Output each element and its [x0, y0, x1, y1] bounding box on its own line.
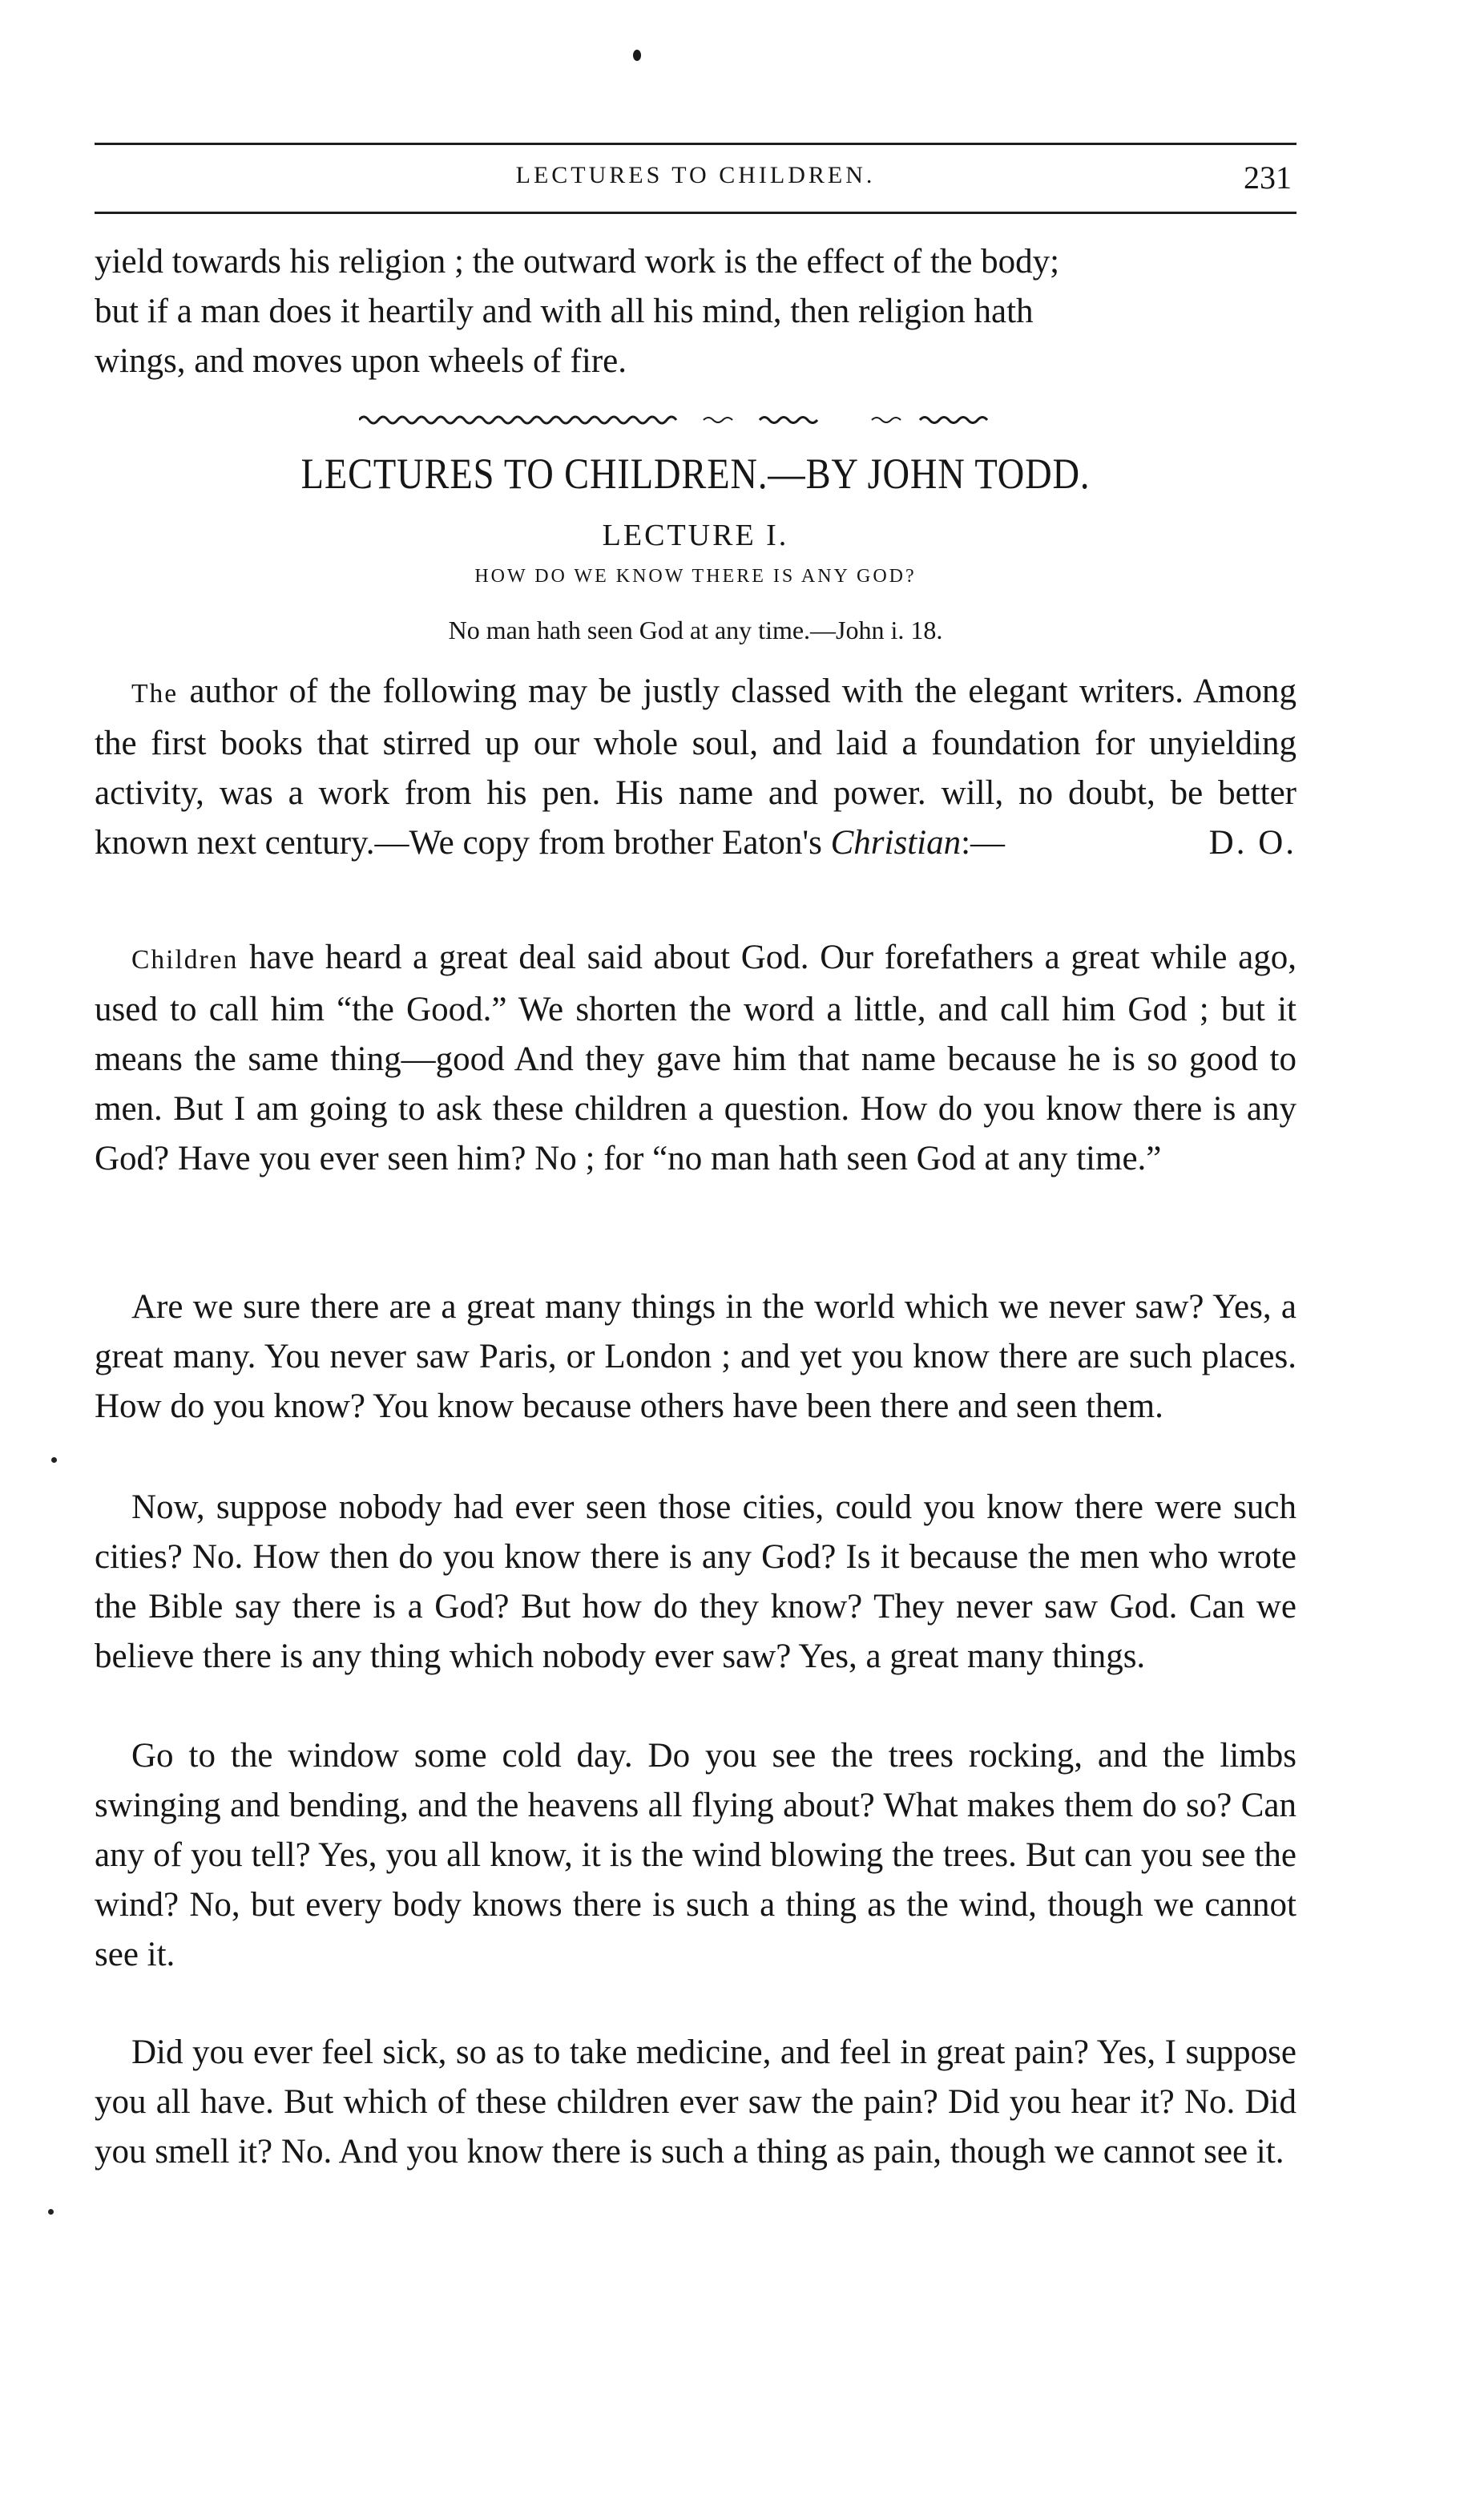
body-paragraph: [95, 1282, 1296, 1432]
running-title: LECTURES TO CHILDREN.: [515, 162, 876, 188]
epigraph: No man hath seen God at any time.—John i. 18.: [448, 616, 943, 644]
intro-italic: Christian: [830, 824, 962, 862]
article-title: LECTURES TO CHILDREN.—BY JOHN TODD.: [300, 450, 1091, 498]
previous-article-line: wings, and moves upon wheels of fire.: [95, 342, 627, 380]
body-paragraph: [95, 933, 1296, 1184]
body-paragraph: [95, 1731, 1296, 1980]
lecture-number: LECTURE I.: [602, 519, 789, 552]
body-paragraph: [95, 1483, 1296, 1682]
page-number: 231: [1244, 160, 1292, 196]
margin-speck: [48, 2209, 54, 2215]
paragraph-lead-word: Children: [131, 945, 239, 975]
intro-text: author of the following may be justly classed with the elegant writers. Among the first books that stirred up our whole soul, and laid a foundation for unyielding activity, was a work from his pen. His name and power. will, no doubt, be better known next century.—We copy from brother Eaton's: [95, 672, 1296, 862]
paragraph-text: Are we sure there are a great many things in the world which we never saw? Yes, a great many. You never saw Paris, or London ; and yet you know there are such places. How do you know? You know because others have been there and seen them.: [95, 1288, 1296, 1425]
print-speck: [633, 50, 641, 61]
paragraph-text: Now, suppose nobody had ever seen those cities, could you know there were such cities? No. How then do you know there is any God? Is it because the men who wrote the Bible say there is a God? But how do they know? They never saw God. Can we believe there is any thing which nobody ever saw? Yes, a great many things.: [95, 1488, 1296, 1675]
previous-article-text: [95, 237, 1296, 386]
paragraph-text: have heard a great deal said about God. Our forefathers a great while ago, used to call him “the Good.” We shorten the word a little, and call him God ; but it means the same thing—good And they gave him that name because he is so good to men. But I am going to ask these children a question. How do you know there is any God? Have you ever seen him? No ; for “no man hath seen God at any time.”: [95, 939, 1296, 1177]
margin-speck: [51, 1457, 57, 1463]
previous-article-line: but if a man does it heartily and with all his mind, then religion hath: [95, 293, 1034, 330]
intro-paragraph: [95, 667, 1296, 868]
intro-tail: :—: [961, 824, 1006, 862]
editor-signature: D. O.: [1208, 824, 1296, 862]
body-paragraph: [95, 2028, 1296, 2177]
intro-lead-word: The: [131, 679, 179, 709]
paragraph-text: Did you ever feel sick, so as to take medicine, and feel in great pain? Yes, I suppose you all have. But which of these children ever saw the pain? Did you hear it? No. Did you smell it? No. And you know there is such a thing as pain, though we cannot see it.: [95, 2033, 1296, 2171]
lecture-subtitle: HOW DO WE KNOW THERE IS ANY GOD?: [474, 566, 917, 587]
header-rule-top: [95, 143, 1296, 145]
book-page: [95, 0, 1296, 2512]
previous-article-line: yield towards his religion ; the outward work is the effect of the body;: [95, 243, 1060, 281]
running-head: [95, 159, 1296, 199]
paragraph-text: Go to the window some cold day. Do you see the trees rocking, and the limbs swinging and bending, and the heavens all flying about? What makes them do so? Can any of you tell? Yes, you all know, it is the wind blowing the trees. But can you see the wind? No, but every body knows there is such a thing as the wind, though we cannot see it.: [95, 1737, 1296, 1973]
section-divider: [359, 410, 1032, 430]
header-rule-bottom: [95, 212, 1296, 214]
